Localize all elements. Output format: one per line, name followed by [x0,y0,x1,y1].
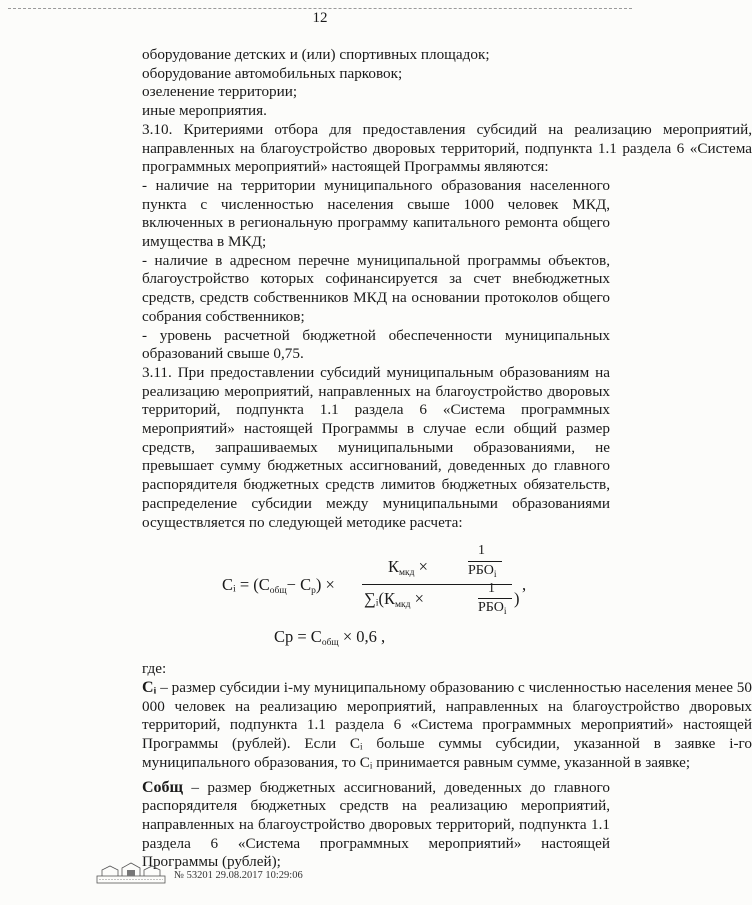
footer-stamp [96,860,396,890]
paragraph: озеленение территории; [142,83,298,101]
paragraph: оборудование детских и (или) спортивных площадок; [142,46,490,63]
formula-block [142,543,610,654]
numerator-rbo: $РБО_i$ [468,563,497,581]
paragraph: оборудование автомобильных парковок; [142,64,403,82]
definition-cobsch [142,779,610,873]
definition-text: – размер субсидии i-му муниципальному образованию с численностью населения менее 50 000 человек на реализацию мероприятий, направленных на благоустройство дворовых территорий, подпункта 1.1 раздела 6 «Система программных мероприятий» настоящей Программы (рублей). Если Cᵢ больше суммы субсидии, указанной в заявке i-го муниципального образования, то Cᵢ принимается равным сумме, указанной в заявке; [142,678,752,771]
top-divider [8,8,632,9]
bullet-item: - наличие в адресном перечне муниципальной программы объектов, благоустройство которых софинансируется за счет внебюджетных средств, средств собственников МКД на основании протоколов общего собрания собственников; [142,251,610,325]
definition-term: Cобщ [142,778,184,796]
formula-close-paren: ) [514,589,520,609]
paragraph-criteria: 3.10. Критериями отбора для предоставления субсидий на реализацию мероприятий, направленных на благоустройство дворовых территорий, подпункта 1.1 раздела 6 «Система программных мероприятий» настоящей Программы являются: [142,120,752,176]
page-number: 12 [312,10,328,26]
definition-ci [0,679,752,773]
denominator-rbo: $РБО_i$ [478,600,507,618]
denominator-one: 1 [488,581,495,597]
formula-numerator: $К_{мкд}$ × [388,557,428,579]
definition-term: Cᵢ [142,678,157,696]
paragraph: иные мероприятия. [142,102,267,120]
formula-denominator: $\sum ᵢ(К_{мкд}$ × [364,589,424,611]
formula-lhs: Cᵢ = $(C_{общ}- C_р)$ × [222,575,335,597]
document-stamp-text: № 53201 29.08.2017 10:29:06 [174,870,303,881]
bullet-item: - уровень расчетной бюджетной обеспеченности муниципальных образований свыше 0,75. [142,326,610,363]
paragraph-distribution: 3.11. При предоставлении субсидий муниципальным образованиям на реализацию мероприятий, направленных на благоустройство дворовых территорий, подпункта 1.1 раздела 6 «Система программных мероприятий» настоящей Программы в случае если общий размер средств, запрашиваемых муниципальными образованиями, не превышает сумму бюджетных ассигнований, доведенных до главного распорядителя бюджетных средств лимитов бюджетных обязательств, распределение субсидии между муниципальными образованиями осуществляется по следующей методике расчета: [142,363,610,531]
where-label: где: [142,660,167,678]
formula-comma: , [522,575,527,595]
definition-text: – размер бюджетных ассигнований, доведенных до главного распорядителя бюджетных средств на реализацию мероприятий, направленных на благоустройство дворовых территорий, подпункта 1.1 раздела 6 «Система программных мероприятий» настоящей Программы (рублей); [142,778,610,871]
formula-cp: Cр = $C_{общ} \times 0,6$ , [274,627,386,649]
building-seal-icon [96,862,166,884]
document-body [142,46,752,872]
bullet-item: - наличие на территории муниципального образования населенного пункта с численностью населения свыше 1000 человек МКД, включенных в региональную программу капитального ремонта общего имущества в МКД; [142,176,610,251]
numerator-one: 1 [478,543,485,559]
